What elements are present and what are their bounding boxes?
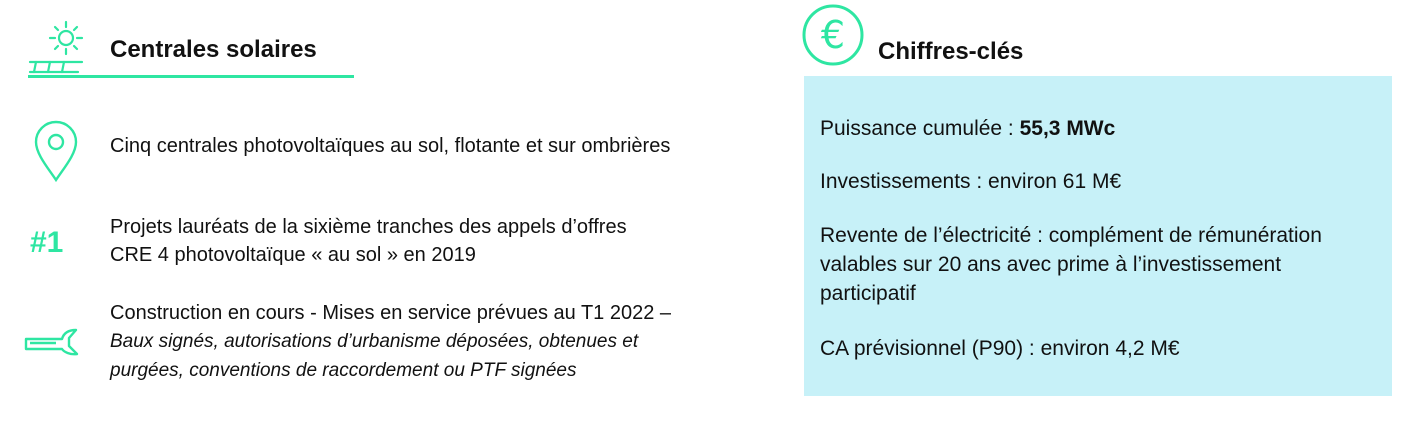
puissance-value: 55,3 MWc bbox=[1019, 117, 1116, 140]
puissance-label: Puissance cumulée : bbox=[820, 117, 1020, 140]
panel-line-ca: CA prévisionnel (P90) : environ 4,2 M€ bbox=[820, 337, 1180, 360]
wrench-icon bbox=[22, 328, 86, 364]
section-title-centrales: Centrales solaires bbox=[110, 36, 317, 63]
title-underline bbox=[28, 75, 354, 78]
panel-line-puissance bbox=[820, 114, 1380, 143]
solar-panel-icon bbox=[28, 18, 86, 76]
euro-icon bbox=[800, 2, 866, 68]
panel-line-investissements: Investissements : environ 61 M€ bbox=[820, 170, 1122, 193]
item-text bbox=[110, 299, 710, 385]
section-title-chiffres: Chiffres-clés bbox=[878, 38, 1024, 65]
item-text-main: Construction en cours - Mises en service prévues au T1 2022 bbox=[110, 302, 655, 324]
panel-line-revente: Revente de l’électricité : complément de rémunération valables sur 20 ans avec prime à l’investissement participatif bbox=[820, 224, 1322, 305]
item-text: Projets lauréats de la sixième tranches des appels d’offres CRE 4 photovoltaïque « au sol » en 2019 bbox=[110, 216, 627, 266]
rank-badge: #1 bbox=[30, 226, 64, 259]
item-text-dash: – bbox=[654, 302, 672, 324]
location-pin-icon bbox=[32, 118, 80, 184]
item-text: Cinq centrales photovoltaïques au sol, flotante et sur ombrières bbox=[110, 135, 671, 157]
euro-symbol: € bbox=[820, 13, 846, 57]
item-text-italic: Baux signés, autorisations d’urbanisme déposées, obtenues et purgées, conventions de raccordement ou PTF signées bbox=[110, 331, 639, 381]
